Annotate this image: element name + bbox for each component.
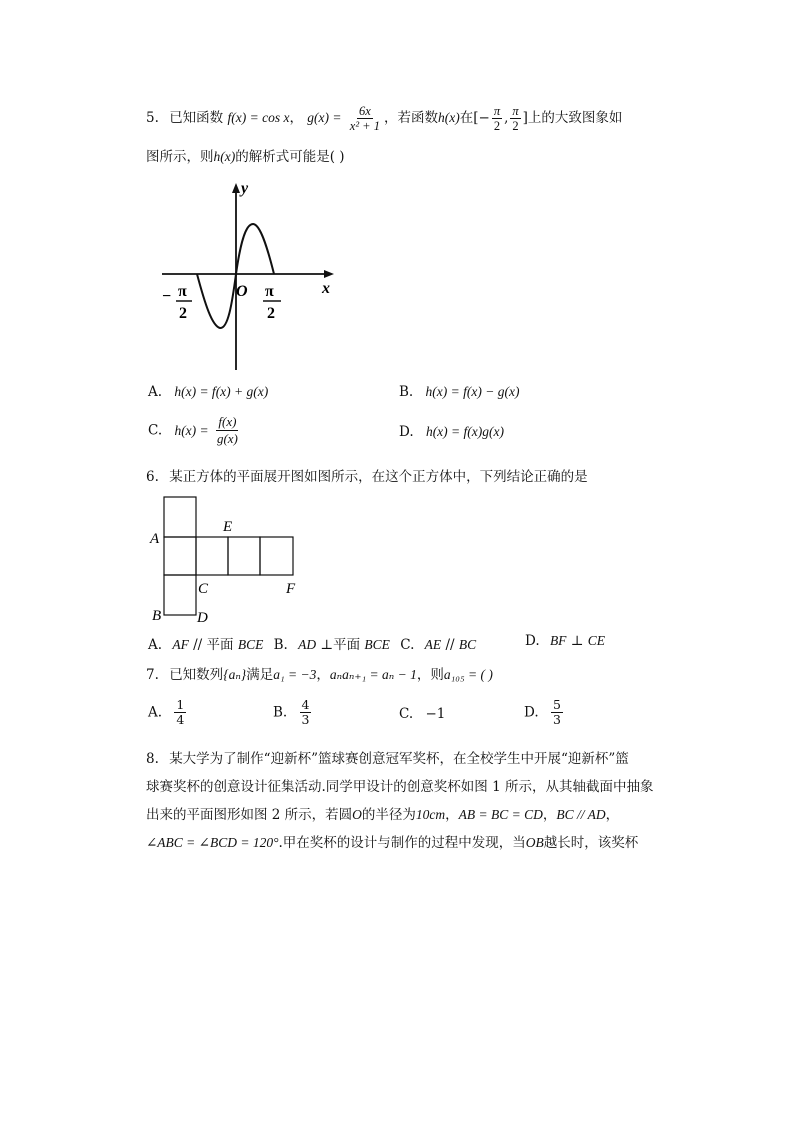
net-label-c: C (198, 581, 209, 597)
q5-option-a[interactable] (148, 384, 268, 400)
q5-option-b-expr: h(x) = f(x) − g(x) (425, 384, 520, 399)
q5-line2-b: 的解析式可能是( ) (235, 149, 345, 165)
right-tick-two: 2 (267, 305, 275, 322)
q8-l3b: 的半径为 (361, 807, 416, 823)
q5-number: 5. (146, 110, 159, 126)
q6-option-d[interactable] (525, 633, 605, 649)
q5-g-lhs: g(x) = (307, 110, 342, 125)
q6-option-b-m2: BCE (364, 637, 390, 652)
q5-option-d[interactable] (399, 424, 504, 440)
net-label-f: F (286, 581, 296, 597)
q7-number: 7. (146, 667, 159, 683)
q5-line1 (146, 104, 622, 133)
net-label-e: E (223, 519, 233, 535)
origin-label: O (236, 283, 248, 300)
net-label-b: B (152, 608, 162, 624)
x-axis-label: x (322, 280, 330, 297)
q7-sep: ， (316, 667, 330, 683)
q7-seq: {aₙ} (223, 667, 247, 682)
q5-line2-h: h(x) (213, 149, 236, 164)
q7-option-d-num: 5 (552, 697, 561, 712)
q5-option-b-letter: B. (399, 384, 414, 400)
q7-option-c[interactable] (399, 706, 445, 722)
q5-option-c-den: g(x) (216, 431, 238, 446)
net-square-row-2 (196, 537, 228, 575)
y-axis-arrow (232, 183, 240, 193)
right-tick-pi: π (265, 283, 274, 300)
net-label-a: A (150, 531, 160, 547)
q5-g-fraction (348, 104, 382, 133)
q5-option-d-letter: D. (399, 424, 414, 440)
q5-int-right (510, 104, 520, 133)
q6-option-c-m1: AE (424, 637, 442, 652)
q7-option-c-expr: −1 (425, 706, 446, 722)
q8-l3g: ， (605, 807, 620, 823)
q8-l3d: AB = BC = CD (458, 807, 543, 822)
q5-interval-mid: , (504, 110, 509, 126)
q8-l4b: .甲在奖杯的设计与制作的过程中发现，当 (278, 835, 526, 851)
q5-line2-a: 图所示，则 (146, 149, 214, 165)
q5-g-num: 6x (358, 104, 371, 118)
q5-option-c-fraction (215, 414, 240, 447)
q7-option-c-letter: C. (399, 706, 414, 722)
x-axis-arrow (324, 270, 334, 278)
q5-option-a-letter: A. (148, 384, 163, 400)
q5-interval-pre: 在[− (459, 110, 490, 126)
q6-option-a-m2: BCE (237, 637, 264, 652)
q7-option-a-letter: A. (148, 704, 163, 721)
q7-option-d-fraction (551, 698, 563, 727)
q7-option-b-fraction (300, 698, 312, 727)
q6-option-a-m1: AF (172, 637, 189, 652)
left-tick-minus: − (162, 288, 172, 305)
q5-pi-1: π (493, 104, 501, 118)
q5-two-2: 2 (512, 119, 519, 133)
q6-option-d-sym: ⊥ (566, 633, 588, 649)
net-label-d: D (197, 610, 208, 624)
q7-cond1: a₁ = −3 (273, 667, 317, 682)
q8-l3f: BC // AD (556, 807, 606, 822)
q6-option-d-letter: D. (525, 633, 540, 649)
net-square-bottom (164, 575, 196, 615)
q7-option-d-den: 3 (552, 712, 561, 727)
q5-two-1: 2 (493, 119, 501, 133)
q6-options-row (148, 633, 476, 653)
q6-option-b-sym: ⊥平面 (316, 637, 365, 653)
q6-option-c-sym: // (441, 637, 459, 653)
q7-cond2: aₙaₙ₊₁ = aₙ − 1 (329, 667, 417, 682)
q6-option-b[interactable] (274, 637, 395, 653)
q5-line2 (146, 148, 345, 166)
q8-l2: 球赛奖杯的创意设计征集活动.同学甲设计的创意奖杯如图 1 所示，从其轴截面中抽象 (146, 779, 654, 795)
q5-g-den: x² + 1 (349, 119, 380, 133)
q5-option-a-expr: h(x) = f(x) + g(x) (174, 384, 269, 399)
left-tick-pi: π (178, 283, 187, 300)
q7-option-a-fraction (174, 698, 186, 727)
q7-option-a-den: 4 (176, 712, 185, 727)
q8-number: 8. (146, 751, 159, 767)
y-axis-label: y (241, 180, 249, 197)
q6-stem (146, 468, 588, 486)
q7-option-a-num: 1 (176, 697, 185, 712)
q5-option-c[interactable] (148, 414, 242, 447)
q6-cube-net (146, 494, 306, 624)
q5-interval-post: ]上的大致图象如 (522, 110, 623, 126)
q8-l4d: 越长时，该奖杯 (543, 835, 639, 851)
q5-f-def: f(x) = cos x (227, 110, 290, 125)
q8-l3c: ， (445, 807, 459, 823)
q8-l3a: 出来的平面图形如图 2 所示，若圆 (146, 807, 353, 823)
q5-intro: 已知函数 (169, 110, 224, 126)
q6-option-c-letter: C. (400, 637, 415, 653)
q8-line4 (146, 834, 638, 852)
q7-option-b-letter: B. (273, 704, 288, 721)
q7-option-d[interactable] (524, 698, 565, 727)
q7-option-d-letter: D. (524, 704, 539, 721)
q5-option-c-letter: C. (148, 422, 163, 439)
q6-option-b-letter: B. (273, 637, 288, 653)
q7-option-a[interactable] (148, 698, 188, 727)
q6-option-b-m1: AD (298, 637, 317, 652)
q8-l4a: ∠ABC = ∠BCD = 120° (146, 835, 279, 850)
q6-text: 某正方体的平面展开图如图所示，在这个正方体中，下列结论正确的是 (169, 469, 588, 485)
q6-option-a[interactable] (148, 637, 268, 653)
q8-l1: 某大学为了制作“迎新杯”篮球赛创意冠军奖杯，在全校学生中开展“迎新杯”篮 (169, 751, 629, 767)
q5-mid: ，若函数 (384, 110, 438, 126)
q8-l3e: ， (542, 807, 557, 823)
q6-option-c[interactable] (400, 637, 476, 653)
q5-option-b[interactable] (399, 384, 519, 400)
q5-pi-2: π (512, 104, 519, 118)
q6-option-d-m2: CE (587, 633, 605, 648)
q5-int-left (492, 104, 502, 133)
q8-line3 (146, 806, 619, 824)
q6-option-d-m1: BF (549, 633, 567, 648)
q5-option-c-num: f(x) (218, 414, 237, 429)
q8-line2 (146, 778, 653, 796)
q6-option-c-m2: BC (458, 637, 477, 652)
net-square-row-3 (228, 537, 260, 575)
q7-option-b-num: 4 (301, 697, 310, 712)
net-square-row-1 (164, 537, 196, 575)
q6-option-a-sym: // 平面 (188, 637, 238, 653)
q8-line1 (146, 750, 629, 768)
q7-stem (146, 666, 493, 684)
q7-option-b[interactable] (273, 698, 313, 727)
q7-t2: 满足 (246, 667, 274, 683)
left-tick-two: 2 (179, 305, 187, 322)
q8-l4c: OB (525, 835, 544, 850)
net-square-top (164, 497, 196, 537)
q7-t3: ，则 (416, 667, 444, 683)
q7-option-b-den: 3 (301, 712, 310, 727)
q5-option-c-lhs: h(x) = (174, 422, 209, 438)
q5-sep: ， (289, 110, 303, 126)
q8-l3r: 10cm (415, 807, 446, 822)
q8-l3o: O (352, 807, 362, 822)
net-square-row-4 (260, 537, 293, 575)
q5-option-d-expr: h(x) = f(x)g(x) (425, 424, 504, 439)
q7-t1: 已知数列 (169, 667, 224, 683)
q6-option-a-letter: A. (148, 637, 163, 653)
q5-function-graph (150, 176, 350, 372)
q5-h: h(x) (438, 110, 460, 125)
q7-ask: a₁₀₅ = ( ) (443, 667, 493, 682)
q6-number: 6. (146, 469, 159, 485)
